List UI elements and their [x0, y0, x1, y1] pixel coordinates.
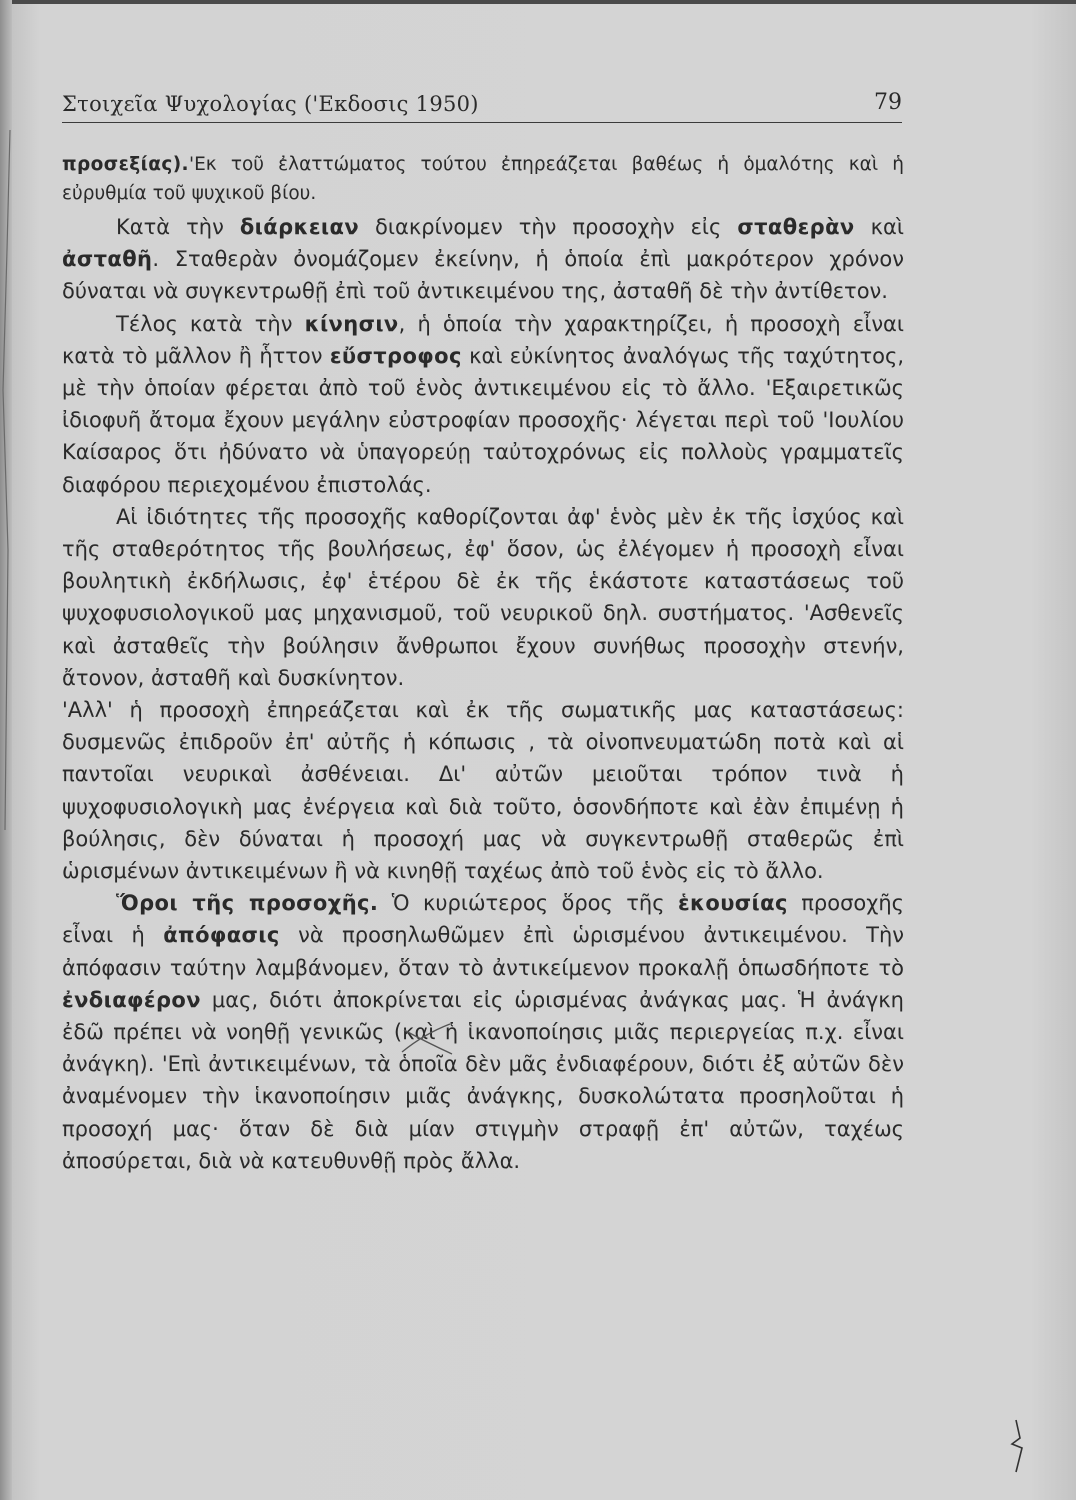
text-run: , ἡ ὁποία τὴν χαρακτηρίζει, ἡ προσοχὴ εἶναι κατὰ τὸ μᾶλλον ἢ ἧττον [62, 311, 905, 368]
emphasized-term: σταθερὰν [737, 215, 855, 239]
emphasized-term: εὔστροφος [329, 343, 462, 368]
emphasized-term: ἑκουσίας [677, 891, 788, 916]
emphasized-term: ἐνδιαφέρον [62, 987, 201, 1012]
running-head-title: Στοιχεῖα Ψυχολογίας ('Εκδοσις 1950) [62, 92, 479, 116]
emphasized-term: ἀσταθῆ [62, 247, 153, 272]
text-run: καὶ [854, 215, 904, 239]
paragraph [62, 694, 904, 887]
pencil-margin-mark [1008, 1418, 1030, 1474]
emphasized-term: κίνησιν [304, 311, 399, 336]
text-run: Ὁ κυριώτερος ὅρος τῆς [378, 891, 678, 916]
text-run: . Σταθερὰν ὀνομάζομεν ἐκείνην, ἡ ὁποία ἐπὶ μακρότερον χρόνον δύναται νὰ συγκεντρωθῇ ἐπὶ τοῦ ἀντικειμένου της, ἀσταθῆ δὲ τὴν ἀντίθετον. [62, 247, 904, 304]
text-run: καὶ εὐκίνητος ἀναλόγως τῆς ταχύτητος, μὲ τὴν ὁποίαν φέρεται ἀπὸ τοῦ ἑνὸς ἀντικειμένου εἰς τὸ ἄλλο. 'Εξαιρετικῶς ἰδιοφυῆ ἄτομα ἔχουν μεγάλην εὐστροφίαν προσοχῆς· λέγεται περὶ τοῦ 'Ιουλίου Καίσαρος ὅτι ἠδύνατο νὰ ὑπαγορεύῃ ταὐτοχρόνως εἰς πολλοὺς γραμματεῖς διαφόρου περιεχομένου ἐπιστολάς. [62, 343, 904, 497]
text-run: Αἱ ἰδιότητες τῆς προσοχῆς καθορίζονται ἀφ' ἑνὸς μὲν ἐκ τῆς ἰσχύος καὶ τῆς σταθερότητος τῆς βουλήσεως, ἐφ' ὅσον, ὡς ἐλέγομεν ἡ προσοχὴ εἶναι βουλητικὴ ἐκδήλωσις, ἐφ' ἑτέρου δὲ ἐκ τῆς ἑκάστοτε καταστάσεως τοῦ ψυχοφυσιολογικοῦ μας μηχανισμοῦ, τοῦ νευρικοῦ δηλ. συστήματος. 'Ασθενεῖς καὶ ἀσταθεῖς τὴν βούλησιν ἄνθρωποι ἔχουν συνήθως προσοχὴν στενήν, ἄτονον, ἀσταθῆ καὶ δυσκίνητον. [62, 504, 904, 690]
emphasized-term: ἀπόφασις [163, 923, 280, 948]
margin-pencil-line [0, 130, 14, 830]
body-text [62, 150, 904, 1177]
paragraph [62, 308, 904, 501]
paragraph [62, 887, 904, 1177]
emphasized-term: Ὅροι τῆς προσοχῆς. [116, 891, 379, 916]
page-number: 79 [874, 90, 902, 115]
text-run: 'Αλλ' ἡ προσοχὴ ἐπηρεάζεται καὶ ἐκ τῆς σωματικῆς μας καταστάσεως: δυσμενῶς ἐπιδροῦν ἐπ' αὐτῆς ἡ κόπωσις , τὰ οἰνοπνευματώδη ποτὰ καὶ αἱ παντοῖαι νευρικαὶ ἀσθένειαι. Δι' αὐτῶν μειοῦται τρόπον τινὰ ἡ ψυχοφυσιολογικὴ μας ἐνέργεια καὶ διὰ τοῦτο, ὁσονδήποτε καὶ ἐὰν ἐπιμένῃ ἡ βούλησις, δὲν δύναται ἡ προσοχή μας νὰ συγκεντρωθῇ σταθερῶς ἐπὶ ὡρισμένων ἀντικειμένων ἢ νὰ κινηθῇ ταχέως ἀπὸ τοῦ ἑνὸς εἰς τὸ ἄλλο. [62, 698, 904, 884]
text-run: προσοχῆς εἶναι ἡ [62, 891, 904, 948]
running-header [62, 88, 902, 123]
page-top-edge [0, 0, 1076, 4]
paragraph [62, 211, 904, 308]
text-run: 'Εκ τοῦ ἐλαττώματος τούτου ἐπηρεάζεται βαθέως ἡ ὁμαλότης καὶ ἡ εὐρυθμία τοῦ ψυχικοῦ βίου. [62, 154, 904, 204]
paragraph [62, 501, 904, 694]
text-run: Κατὰ τὴν [116, 215, 240, 239]
text-run: διακρίνομεν τὴν προσοχὴν εἰς [359, 215, 738, 239]
emphasized-term: προσεξίας). [62, 154, 189, 175]
paragraph [62, 150, 904, 208]
text-run: μας, διότι ἀποκρίνεται εἰς ὡρισμένας ἀνάγκας μας. Ἡ ἀνάγκη ἐδῶ πρέπει νὰ νοηθῇ γενικῶς (καὶ ἡ ἱκανοποίησις μιᾶς περιεργείας π.χ. εἶναι ἀνάγκη). 'Επὶ ἀντικειμένων, τὰ ὁποῖα δὲν μᾶς ἐνδιαφέρουν, διότι ἐξ αὐτῶν δὲν ἀναμένομεν τὴν ἱκανοποίησιν μιᾶς ἀνάγκης, δυσκολώτατα προσηλοῦται ἡ προσοχή μας· ὅταν δὲ διὰ μίαν στιγμὴν στραφῇ ἐπ' αὐτῶν, ταχέως ἀποσύρεται, διὰ νὰ κατευθυνθῇ πρὸς ἄλλα. [62, 987, 904, 1173]
emphasized-term: διάρκειαν [239, 215, 360, 239]
text-run: νὰ προσηλωθῶμεν ἐπὶ ὡρισμένου ἀντικειμένου. Τὴν ἀπόφασιν ταύτην λαμβάνομεν, ὅταν τὸ ἀντικείμενον προκαλῇ ὁπωσδήποτε τὸ [62, 923, 905, 980]
pencil-cross-mark [398, 1022, 458, 1058]
text-run: Τέλος κατὰ τὴν [116, 311, 305, 336]
